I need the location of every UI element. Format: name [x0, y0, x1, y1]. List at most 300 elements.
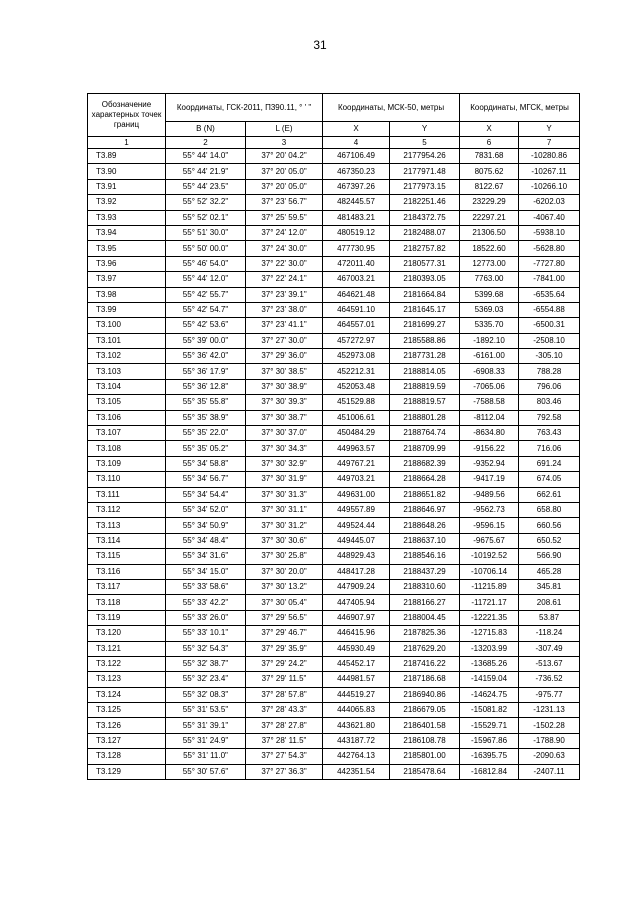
msk-header: Координаты, МСК-50, метры: [323, 94, 460, 122]
msk-y-cell: 2180393.05: [390, 272, 460, 287]
mgsk-x-cell: -14159.04: [460, 672, 519, 687]
latitude-cell: 55° 32' 38.7": [166, 656, 246, 671]
mgsk-x-cell: -15081.82: [460, 703, 519, 718]
table-row: [88, 210, 580, 225]
msk-y-cell: 2188637.10: [390, 533, 460, 548]
point-code-cell: Т3.126: [88, 718, 166, 733]
table-row: [88, 656, 580, 671]
latitude-cell: 55° 50' 00.0": [166, 241, 246, 256]
mgsk-y-cell: 208.61: [519, 595, 580, 610]
point-code-cell: Т3.128: [88, 749, 166, 764]
point-code-cell: Т3.123: [88, 672, 166, 687]
msk-y-cell: 2188166.27: [390, 595, 460, 610]
latitude-cell: 55° 42' 55.7": [166, 287, 246, 302]
msk-y-cell: 2188648.26: [390, 518, 460, 533]
latitude-cell: 55° 32' 08.3": [166, 687, 246, 702]
longitude-cell: 37° 29' 11.5": [246, 672, 323, 687]
longitude-cell: 37° 28' 11.5": [246, 733, 323, 748]
point-code-cell: Т3.125: [88, 703, 166, 718]
latitude-cell: 55° 52' 02.1": [166, 210, 246, 225]
mgsk-y-cell: -6500.31: [519, 318, 580, 333]
mgsk-x-cell: 5335.70: [460, 318, 519, 333]
table-row: [88, 225, 580, 240]
msk-y-cell: 2180577.31: [390, 256, 460, 271]
latitude-cell: 55° 34' 58.8": [166, 456, 246, 471]
mgsk-x-cell: -15529.71: [460, 718, 519, 733]
column-number: 1: [88, 137, 166, 149]
mgsk-x-cell: -11721.17: [460, 595, 519, 610]
point-code-cell: Т3.110: [88, 472, 166, 487]
latitude-cell: 55° 35' 55.8": [166, 395, 246, 410]
latitude-cell: 55° 33' 58.6": [166, 579, 246, 594]
longitude-cell: 37° 28' 57.8": [246, 687, 323, 702]
table-row: [88, 610, 580, 625]
latitude-cell: 55° 34' 31.6": [166, 549, 246, 564]
mgsk-y-cell: -305.10: [519, 349, 580, 364]
point-code-cell: Т3.105: [88, 395, 166, 410]
msk-x-cell: 464591.10: [323, 302, 390, 317]
point-code-cell: Т3.121: [88, 641, 166, 656]
msk-x-cell: 446415.96: [323, 626, 390, 641]
point-code-cell: Т3.107: [88, 426, 166, 441]
msk-y-cell: 2187629.20: [390, 641, 460, 656]
point-code-cell: Т3.108: [88, 441, 166, 456]
longitude-cell: 37° 30' 31.1": [246, 502, 323, 517]
mgsk-y-cell: 788.28: [519, 364, 580, 379]
msk-x-cell: 464557.01: [323, 318, 390, 333]
longitude-cell: 37° 29' 36.0": [246, 349, 323, 364]
point-code-cell: Т3.111: [88, 487, 166, 502]
mgsk-x-cell: 12773.00: [460, 256, 519, 271]
longitude-cell: 37° 23' 41.1": [246, 318, 323, 333]
longitude-cell: 37° 30' 39.3": [246, 395, 323, 410]
longitude-cell: 37° 25' 59.5": [246, 210, 323, 225]
point-code-cell: Т3.120: [88, 626, 166, 641]
msk-x-header: X: [323, 122, 390, 137]
mgsk-x-cell: -9596.15: [460, 518, 519, 533]
latitude-cell: 55° 52' 32.2": [166, 195, 246, 210]
msk-y-cell: 2188651.82: [390, 487, 460, 502]
mgsk-y-cell: -1231.13: [519, 703, 580, 718]
mgsk-x-cell: 23229.29: [460, 195, 519, 210]
msk-y-cell: 2182757.82: [390, 241, 460, 256]
mgsk-y-cell: -118.24: [519, 626, 580, 641]
table-row: [88, 641, 580, 656]
column-number: 3: [246, 137, 323, 149]
msk-x-cell: 448417.28: [323, 564, 390, 579]
mgsk-x-cell: -12715.83: [460, 626, 519, 641]
mgsk-y-cell: -7727.80: [519, 256, 580, 271]
mgsk-x-cell: 21306.50: [460, 225, 519, 240]
point-code-cell: Т3.91: [88, 179, 166, 194]
mgsk-y-cell: 658.80: [519, 502, 580, 517]
msk-y-cell: 2186940.86: [390, 687, 460, 702]
table-row: [88, 472, 580, 487]
mgsk-x-cell: 8122.67: [460, 179, 519, 194]
longitude-cell: 37° 30' 31.2": [246, 518, 323, 533]
msk-x-cell: 442351.54: [323, 764, 390, 779]
table-row: [88, 426, 580, 441]
longitude-cell: 37° 23' 38.0": [246, 302, 323, 317]
longitude-cell: 37° 24' 30.0": [246, 241, 323, 256]
msk-y-cell: 2187416.22: [390, 656, 460, 671]
longitude-cell: 37° 30' 20.0": [246, 564, 323, 579]
msk-x-cell: 445930.49: [323, 641, 390, 656]
msk-x-cell: 472011.40: [323, 256, 390, 271]
mgsk-header: Координаты, МГСК, метры: [460, 94, 580, 122]
mgsk-x-cell: -10192.52: [460, 549, 519, 564]
mgsk-x-cell: -7588.58: [460, 395, 519, 410]
longitude-cell: 37° 30' 31.9": [246, 472, 323, 487]
table-body: [88, 149, 580, 780]
msk-x-cell: 449767.21: [323, 456, 390, 471]
msk-x-cell: 444065.83: [323, 703, 390, 718]
longitude-cell: 37° 20' 05.0": [246, 164, 323, 179]
mgsk-y-cell: 763.43: [519, 426, 580, 441]
msk-y-cell: 2182488.07: [390, 225, 460, 240]
msk-x-cell: 450484.29: [323, 426, 390, 441]
point-code-cell: Т3.122: [88, 656, 166, 671]
msk-x-cell: 448929.43: [323, 549, 390, 564]
column-number: 5: [390, 137, 460, 149]
msk-x-cell: 451529.88: [323, 395, 390, 410]
msk-x-cell: 449524.44: [323, 518, 390, 533]
table-row: [88, 195, 580, 210]
table-row: [88, 179, 580, 194]
mgsk-x-cell: -14624.75: [460, 687, 519, 702]
mgsk-y-cell: 660.56: [519, 518, 580, 533]
mgsk-y-cell: -5628.80: [519, 241, 580, 256]
table-row: [88, 318, 580, 333]
table-row: [88, 579, 580, 594]
longitude-cell: 37° 30' 34.3": [246, 441, 323, 456]
msk-y-cell: 2188819.57: [390, 395, 460, 410]
longitude-cell: 37° 28' 43.3": [246, 703, 323, 718]
msk-x-cell: 467106.49: [323, 149, 390, 164]
longitude-cell: 37° 29' 24.2": [246, 656, 323, 671]
table-row: [88, 549, 580, 564]
table-row: [88, 703, 580, 718]
msk-y-cell: 2186401.58: [390, 718, 460, 733]
mgsk-y-cell: 662.61: [519, 487, 580, 502]
latitude-cell: 55° 33' 42.2": [166, 595, 246, 610]
msk-y-cell: 2185588.86: [390, 333, 460, 348]
msk-x-cell: 443621.80: [323, 718, 390, 733]
table-row: [88, 164, 580, 179]
table-row: [88, 564, 580, 579]
point-code-cell: Т3.116: [88, 564, 166, 579]
table-row: [88, 718, 580, 733]
mgsk-y-cell: -2090.63: [519, 749, 580, 764]
latitude-cell: 55° 35' 22.0": [166, 426, 246, 441]
msk-y-cell: 2177973.15: [390, 179, 460, 194]
msk-y-cell: 2188664.28: [390, 472, 460, 487]
latitude-cell: 55° 32' 54.3": [166, 641, 246, 656]
latitude-cell: 55° 31' 53.5": [166, 703, 246, 718]
gsk-header: Координаты, ГСК-2011, П390.11, ° ' ": [166, 94, 323, 122]
point-code-cell: Т3.96: [88, 256, 166, 271]
mgsk-y-cell: -10280.86: [519, 149, 580, 164]
latitude-cell: 55° 51' 30.0": [166, 225, 246, 240]
latitude-cell: 55° 35' 38.9": [166, 410, 246, 425]
latitude-cell: 55° 32' 23.4": [166, 672, 246, 687]
mgsk-y-cell: 53.87: [519, 610, 580, 625]
mgsk-x-cell: -11215.89: [460, 579, 519, 594]
mgsk-x-cell: -12221.35: [460, 610, 519, 625]
point-code-cell: Т3.89: [88, 149, 166, 164]
latitude-cell: 55° 42' 54.7": [166, 302, 246, 317]
mgsk-x-cell: 22297.21: [460, 210, 519, 225]
msk-y-cell: 2181645.17: [390, 302, 460, 317]
mgsk-x-cell: -9489.56: [460, 487, 519, 502]
msk-y-cell: 2187731.28: [390, 349, 460, 364]
longitude-cell: 37° 30' 32.9": [246, 456, 323, 471]
longitude-cell: 37° 30' 38.5": [246, 364, 323, 379]
longitude-cell: 37° 23' 39.1": [246, 287, 323, 302]
latitude-cell: 55° 33' 10.1": [166, 626, 246, 641]
designation-header: Обозначение характерных точек границ: [88, 94, 166, 137]
latitude-cell: 55° 31' 11.0": [166, 749, 246, 764]
mgsk-x-cell: -1892.10: [460, 333, 519, 348]
mgsk-y-cell: -307.49: [519, 641, 580, 656]
msk-y-cell: 2182251.46: [390, 195, 460, 210]
mgsk-y-cell: -10266.10: [519, 179, 580, 194]
latitude-cell: 55° 42' 53.6": [166, 318, 246, 333]
msk-x-cell: 457272.97: [323, 333, 390, 348]
column-number: 6: [460, 137, 519, 149]
latitude-cell: 55° 34' 50.9": [166, 518, 246, 533]
msk-x-cell: 449445.07: [323, 533, 390, 548]
latitude-cell: 55° 34' 52.0": [166, 502, 246, 517]
msk-x-cell: 447405.94: [323, 595, 390, 610]
latitude-cell: 55° 36' 12.8": [166, 379, 246, 394]
point-code-cell: Т3.90: [88, 164, 166, 179]
point-code-cell: Т3.115: [88, 549, 166, 564]
point-code-cell: Т3.92: [88, 195, 166, 210]
point-code-cell: Т3.103: [88, 364, 166, 379]
point-code-cell: Т3.114: [88, 533, 166, 548]
latitude-cell: 55° 36' 17.9": [166, 364, 246, 379]
msk-x-cell: 467003.21: [323, 272, 390, 287]
msk-x-cell: 452973.08: [323, 349, 390, 364]
msk-x-cell: 482445.57: [323, 195, 390, 210]
table-row: [88, 379, 580, 394]
mgsk-y-cell: -975.77: [519, 687, 580, 702]
mgsk-y-cell: -6202.03: [519, 195, 580, 210]
longitude-cell: 37° 30' 30.6": [246, 533, 323, 548]
latitude-cell: 55° 39' 00.0": [166, 333, 246, 348]
mgsk-x-cell: -9562.73: [460, 502, 519, 517]
msk-y-cell: 2188646.97: [390, 502, 460, 517]
point-code-cell: Т3.109: [88, 456, 166, 471]
msk-y-cell: 2181664.84: [390, 287, 460, 302]
table-row: [88, 533, 580, 548]
mgsk-y-cell: -4067.40: [519, 210, 580, 225]
longitude-cell: 37° 22' 24.1": [246, 272, 323, 287]
table-row: [88, 456, 580, 471]
mgsk-x-cell: 18522.60: [460, 241, 519, 256]
msk-x-cell: 443187.72: [323, 733, 390, 748]
msk-y-cell: 2188310.60: [390, 579, 460, 594]
latitude-cell: 55° 33' 26.0": [166, 610, 246, 625]
msk-y-cell: 2188814.05: [390, 364, 460, 379]
table-row: [88, 256, 580, 271]
point-code-cell: Т3.99: [88, 302, 166, 317]
point-code-cell: Т3.129: [88, 764, 166, 779]
mgsk-x-cell: 5369.03: [460, 302, 519, 317]
longitude-cell: 37° 20' 05.0": [246, 179, 323, 194]
longitude-cell: 37° 24' 12.0": [246, 225, 323, 240]
msk-x-cell: 449963.57: [323, 441, 390, 456]
mgsk-y-cell: 716.06: [519, 441, 580, 456]
mgsk-x-cell: -6161.00: [460, 349, 519, 364]
latitude-cell: 55° 44' 14.0": [166, 149, 246, 164]
point-code-cell: Т3.95: [88, 241, 166, 256]
mgsk-y-cell: -6554.88: [519, 302, 580, 317]
mgsk-y-cell: 691.24: [519, 456, 580, 471]
table-row: [88, 733, 580, 748]
msk-y-cell: 2188709.99: [390, 441, 460, 456]
mgsk-y-cell: 796.06: [519, 379, 580, 394]
longitude-cell: 37° 27' 54.3": [246, 749, 323, 764]
msk-x-cell: 449703.21: [323, 472, 390, 487]
msk-y-cell: 2177971.48: [390, 164, 460, 179]
msk-x-cell: 449631.00: [323, 487, 390, 502]
mgsk-y-cell: -5938.10: [519, 225, 580, 240]
latitude-cell: 55° 44' 21.9": [166, 164, 246, 179]
table-row: [88, 149, 580, 164]
table-row: [88, 764, 580, 779]
latitude-cell: 55° 44' 23.5": [166, 179, 246, 194]
msk-x-cell: 467350.23: [323, 164, 390, 179]
mgsk-x-cell: -10706.14: [460, 564, 519, 579]
longitude-cell: 37° 29' 56.5": [246, 610, 323, 625]
longitude-cell: 37° 27' 30.0": [246, 333, 323, 348]
mgsk-y-cell: -10267.11: [519, 164, 580, 179]
column-number: 4: [323, 137, 390, 149]
longitude-cell: 37° 27' 36.3": [246, 764, 323, 779]
mgsk-x-header: X: [460, 122, 519, 137]
msk-y-cell: 2187825.36: [390, 626, 460, 641]
table-row: [88, 595, 580, 610]
point-code-cell: Т3.93: [88, 210, 166, 225]
msk-y-cell: 2181699.27: [390, 318, 460, 333]
coordinates-table: [87, 93, 580, 780]
table-row: [88, 441, 580, 456]
msk-y-cell: 2188546.16: [390, 549, 460, 564]
mgsk-x-cell: 8075.62: [460, 164, 519, 179]
mgsk-x-cell: -16812.84: [460, 764, 519, 779]
mgsk-y-cell: 345.81: [519, 579, 580, 594]
point-code-cell: Т3.100: [88, 318, 166, 333]
table-row: [88, 687, 580, 702]
point-code-cell: Т3.118: [88, 595, 166, 610]
msk-x-cell: 452212.31: [323, 364, 390, 379]
mgsk-y-cell: 650.52: [519, 533, 580, 548]
latitude-cell: 55° 46' 54.0": [166, 256, 246, 271]
point-code-cell: Т3.106: [88, 410, 166, 425]
mgsk-y-cell: -1788.90: [519, 733, 580, 748]
table-row: [88, 272, 580, 287]
msk-y-cell: 2188819.59: [390, 379, 460, 394]
column-number-row: [88, 137, 580, 149]
msk-x-cell: 449557.89: [323, 502, 390, 517]
msk-y-cell: 2188764.74: [390, 426, 460, 441]
latitude-cell: 55° 34' 54.4": [166, 487, 246, 502]
column-number: 2: [166, 137, 246, 149]
l-header: L (E): [246, 122, 323, 137]
page-number: 31: [313, 38, 327, 52]
mgsk-x-cell: -15967.86: [460, 733, 519, 748]
mgsk-y-cell: -7841.00: [519, 272, 580, 287]
table-row: [88, 302, 580, 317]
latitude-cell: 55° 30' 57.6": [166, 764, 246, 779]
msk-x-cell: 442764.13: [323, 749, 390, 764]
msk-y-cell: 2184372.75: [390, 210, 460, 225]
mgsk-x-cell: -8112.04: [460, 410, 519, 425]
mgsk-y-cell: -1502.28: [519, 718, 580, 733]
table-row: [88, 487, 580, 502]
latitude-cell: 55° 31' 39.1": [166, 718, 246, 733]
mgsk-x-cell: -8634.80: [460, 426, 519, 441]
mgsk-x-cell: -16395.75: [460, 749, 519, 764]
msk-x-cell: 480519.12: [323, 225, 390, 240]
mgsk-x-cell: 5399.68: [460, 287, 519, 302]
latitude-cell: 55° 34' 15.0": [166, 564, 246, 579]
msk-y-cell: 2188437.29: [390, 564, 460, 579]
mgsk-y-cell: -2407.11: [519, 764, 580, 779]
mgsk-x-cell: -13685.26: [460, 656, 519, 671]
msk-y-cell: 2187186.68: [390, 672, 460, 687]
mgsk-x-cell: -9417.19: [460, 472, 519, 487]
mgsk-x-cell: -9156.22: [460, 441, 519, 456]
msk-y-cell: 2177954.26: [390, 149, 460, 164]
latitude-cell: 55° 44' 12.0": [166, 272, 246, 287]
msk-y-cell: 2186108.78: [390, 733, 460, 748]
longitude-cell: 37° 30' 38.7": [246, 410, 323, 425]
latitude-cell: 55° 34' 48.4": [166, 533, 246, 548]
msk-x-cell: 451006.61: [323, 410, 390, 425]
longitude-cell: 37° 28' 27.8": [246, 718, 323, 733]
point-code-cell: Т3.117: [88, 579, 166, 594]
mgsk-y-cell: 566.90: [519, 549, 580, 564]
table-row: [88, 410, 580, 425]
mgsk-x-cell: -7065.06: [460, 379, 519, 394]
table-row: [88, 333, 580, 348]
table-row: [88, 518, 580, 533]
table-row: [88, 364, 580, 379]
point-code-cell: Т3.104: [88, 379, 166, 394]
longitude-cell: 37° 30' 31.3": [246, 487, 323, 502]
point-code-cell: Т3.119: [88, 610, 166, 625]
mgsk-y-header: Y: [519, 122, 580, 137]
longitude-cell: 37° 20' 04.2": [246, 149, 323, 164]
point-code-cell: Т3.112: [88, 502, 166, 517]
longitude-cell: 37° 29' 46.7": [246, 626, 323, 641]
table-row: [88, 349, 580, 364]
point-code-cell: Т3.98: [88, 287, 166, 302]
longitude-cell: 37° 30' 25.8": [246, 549, 323, 564]
longitude-cell: 37° 30' 37.0": [246, 426, 323, 441]
latitude-cell: 55° 36' 42.0": [166, 349, 246, 364]
mgsk-x-cell: 7831.68: [460, 149, 519, 164]
msk-y-cell: 2188682.39: [390, 456, 460, 471]
table-row: [88, 626, 580, 641]
point-code-cell: Т3.101: [88, 333, 166, 348]
longitude-cell: 37° 22' 30.0": [246, 256, 323, 271]
mgsk-y-cell: 674.05: [519, 472, 580, 487]
longitude-cell: 37° 30' 05.4": [246, 595, 323, 610]
